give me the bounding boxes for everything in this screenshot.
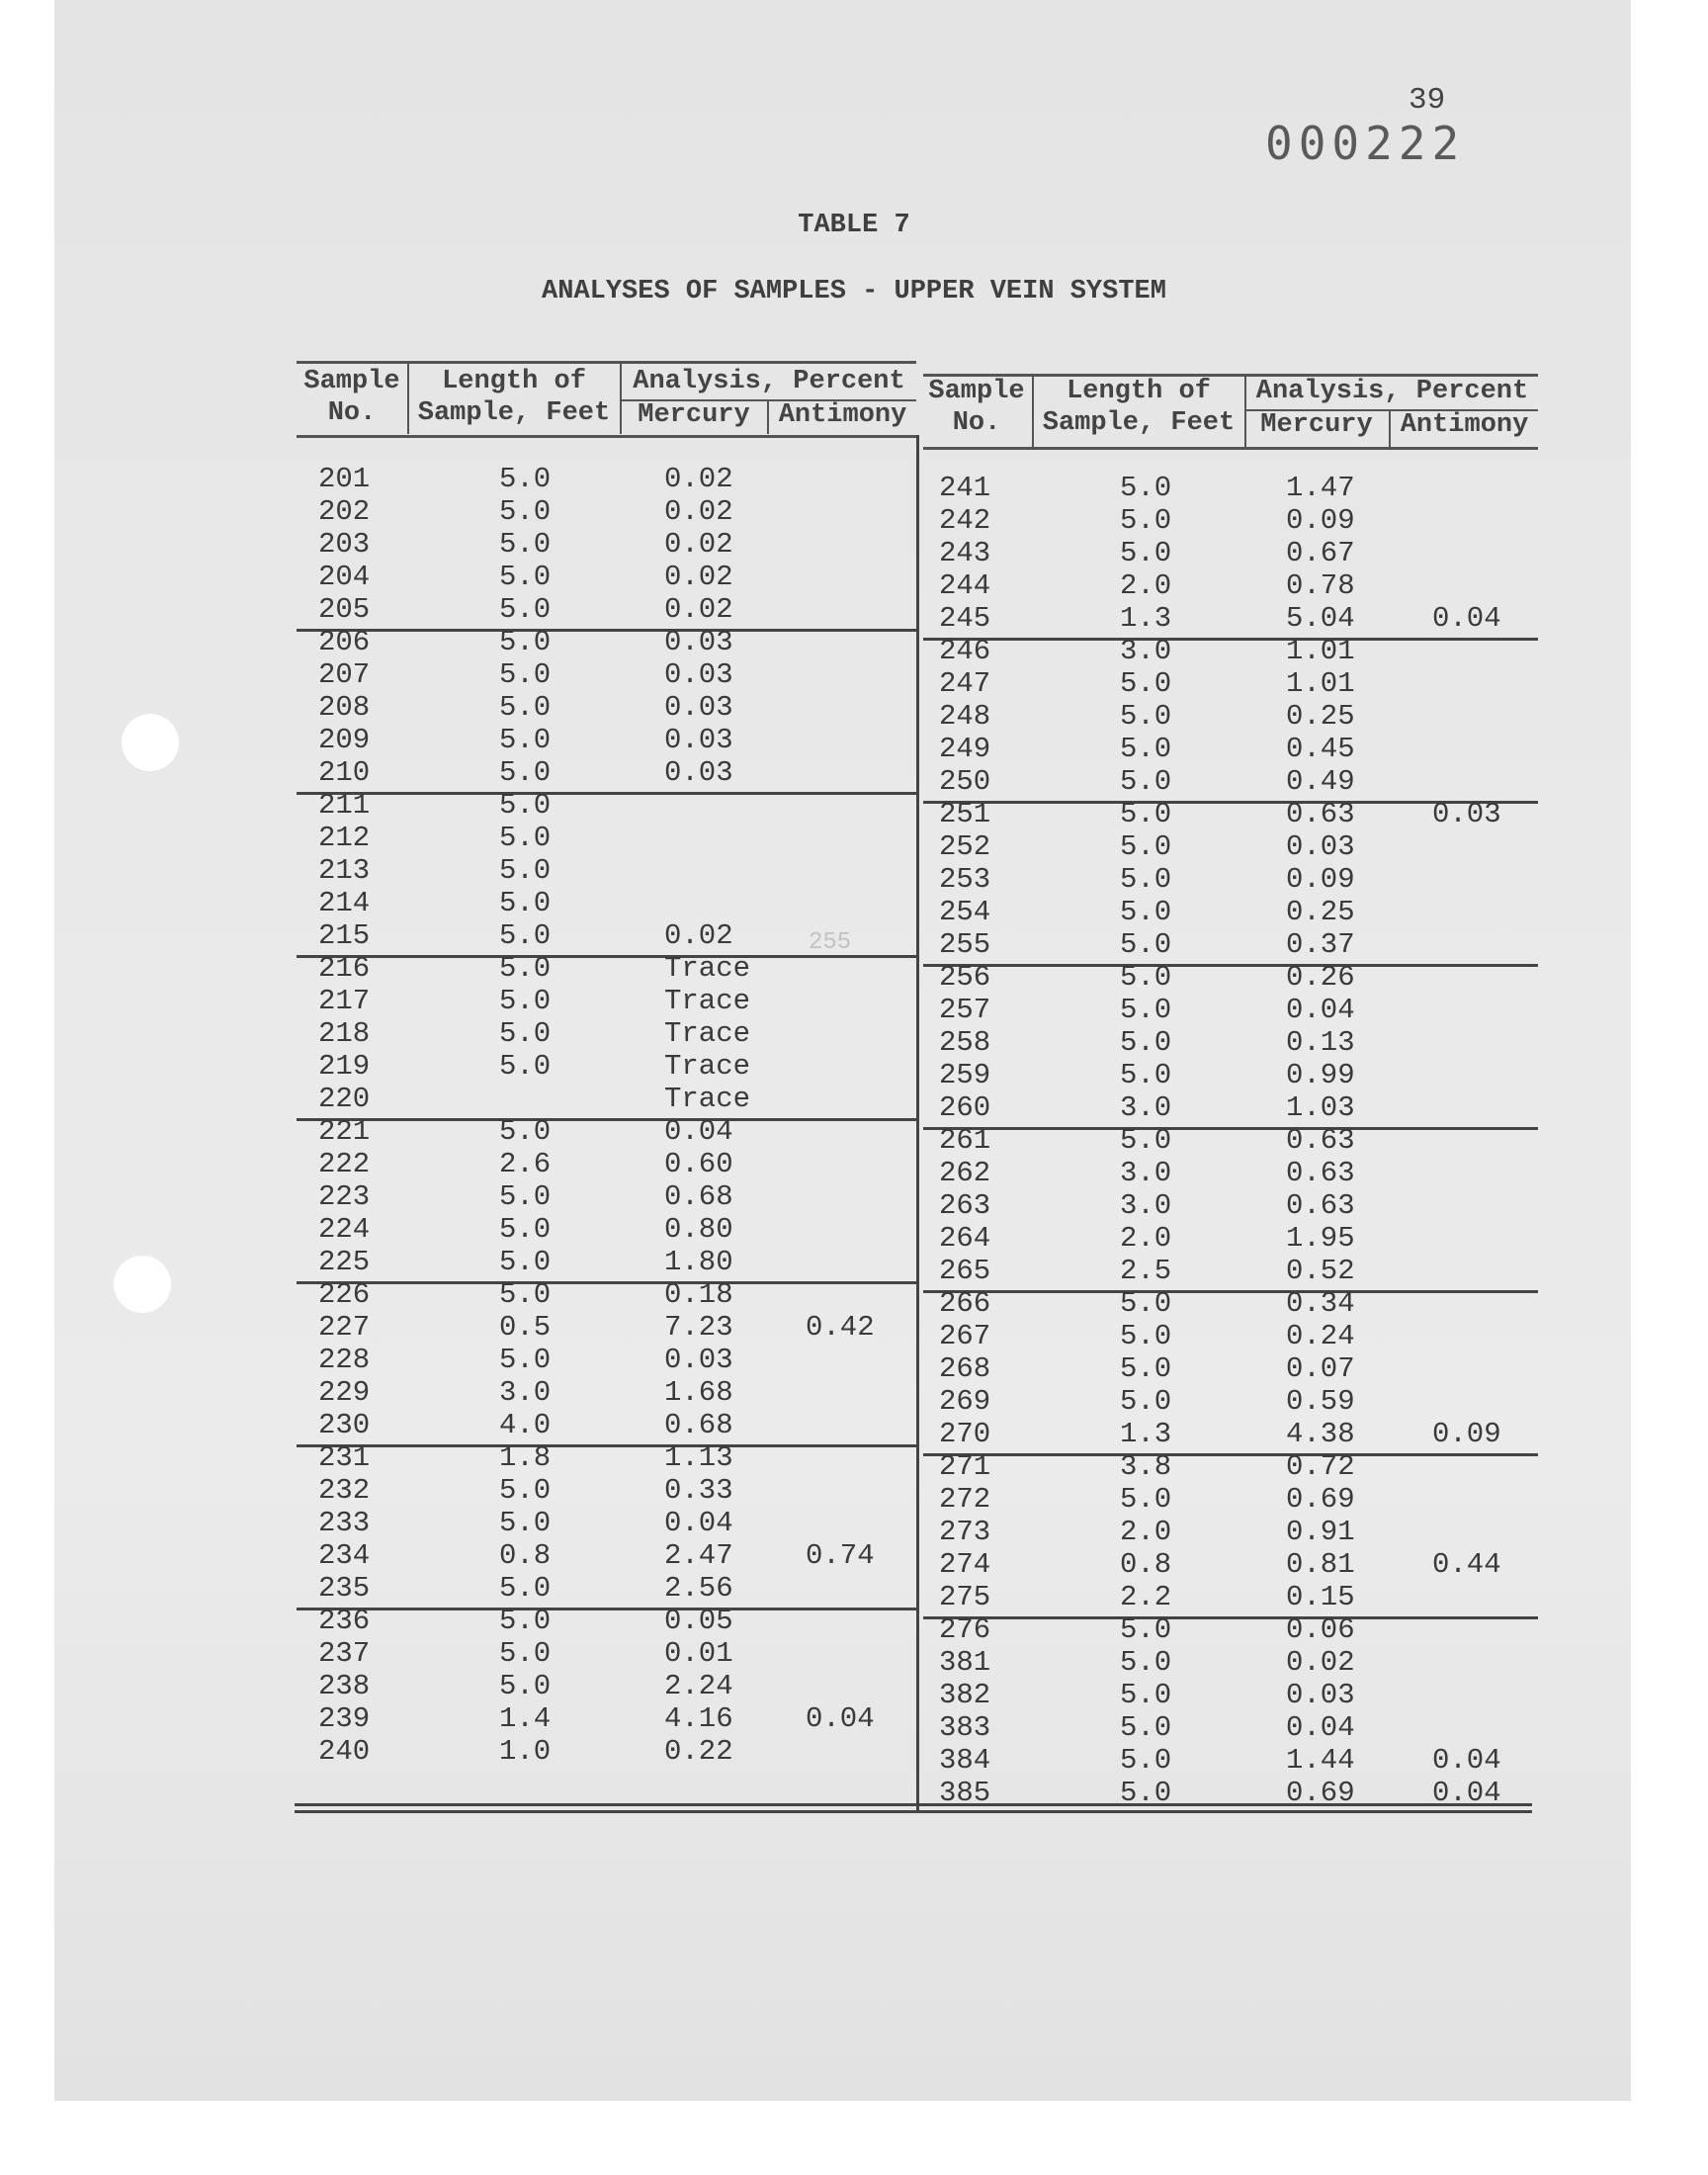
sample-no: 251 xyxy=(939,798,991,830)
mercury-value: 0.80 xyxy=(664,1213,733,1246)
length-value: 1.4 xyxy=(499,1702,552,1735)
sample-no: 230 xyxy=(318,1409,371,1441)
header-analysis-rule xyxy=(622,399,916,401)
punch-hole xyxy=(122,714,179,771)
stray-mark: 255 xyxy=(809,929,852,956)
sample-no: 252 xyxy=(939,830,991,863)
sample-no: 273 xyxy=(939,1516,991,1548)
length-value: 5.0 xyxy=(499,919,552,952)
document-number: 000222 xyxy=(1265,117,1466,170)
sample-no: 238 xyxy=(318,1670,371,1702)
antimony-value: 0.74 xyxy=(806,1539,875,1572)
group-rule xyxy=(297,955,916,958)
mercury-value: 0.03 xyxy=(664,724,733,756)
length-value: 5.0 xyxy=(499,1050,552,1083)
mercury-value: 0.81 xyxy=(1286,1548,1355,1581)
length-value: 5.0 xyxy=(1120,667,1172,700)
antimony-value: 0.03 xyxy=(1432,798,1501,830)
mercury-value: 1.01 xyxy=(1286,635,1355,667)
sample-no: 242 xyxy=(939,504,991,537)
header-divider xyxy=(767,400,769,434)
length-value: 1.0 xyxy=(499,1735,552,1768)
sample-no: 249 xyxy=(939,733,991,765)
length-value: 5.0 xyxy=(1120,1613,1172,1646)
mercury-value: 0.72 xyxy=(1286,1450,1355,1483)
length-value: 2.0 xyxy=(1120,1516,1172,1548)
sample-no: 383 xyxy=(939,1711,991,1744)
mercury-value: 0.04 xyxy=(664,1115,733,1148)
sample-no: 206 xyxy=(318,626,371,658)
sample-no: 207 xyxy=(318,658,371,691)
length-value: 5.0 xyxy=(499,952,552,985)
length-value: 5.0 xyxy=(1120,1679,1172,1711)
sample-no: 256 xyxy=(939,961,991,994)
punch-hole xyxy=(114,1256,171,1313)
sample-no: 237 xyxy=(318,1637,371,1670)
header-antimony: Antimony xyxy=(1400,410,1529,440)
length-value: 1.3 xyxy=(1120,1418,1172,1450)
sample-no: 261 xyxy=(939,1124,991,1157)
antimony-value: 0.09 xyxy=(1432,1418,1501,1450)
group-rule xyxy=(923,1616,1538,1619)
table-top-rule xyxy=(297,361,916,364)
length-value: 4.0 xyxy=(499,1409,552,1441)
mercury-value: 1.01 xyxy=(1286,667,1355,700)
mercury-value: 0.26 xyxy=(1286,961,1355,994)
mercury-value: 0.04 xyxy=(664,1507,733,1539)
length-value: 5.0 xyxy=(499,691,552,724)
group-rule xyxy=(923,964,1538,967)
header-divider xyxy=(1389,410,1391,447)
mercury-value: 0.49 xyxy=(1286,765,1355,798)
header-analysis-rule xyxy=(1246,409,1538,411)
length-value: 5.0 xyxy=(499,1180,552,1213)
antimony-value: 0.04 xyxy=(1432,1744,1501,1777)
sample-no: 209 xyxy=(318,724,371,756)
sample-no: 226 xyxy=(318,1278,371,1311)
mercury-value: 1.44 xyxy=(1286,1744,1355,1777)
length-value: 5.0 xyxy=(1120,928,1172,961)
sample-no: 202 xyxy=(318,495,371,528)
mercury-value: 0.99 xyxy=(1286,1059,1355,1091)
header-sample-feet: Sample, Feet xyxy=(417,398,611,428)
group-rule xyxy=(923,1127,1538,1130)
header-bottom-rule xyxy=(297,435,916,438)
sample-no: 217 xyxy=(318,985,371,1017)
length-value: 5.0 xyxy=(499,789,552,822)
length-value: 5.0 xyxy=(1120,1646,1172,1679)
sample-no: 269 xyxy=(939,1385,991,1418)
length-value: 5.0 xyxy=(499,1605,552,1637)
length-value: 5.0 xyxy=(499,1507,552,1539)
mercury-value: 0.67 xyxy=(1286,537,1355,569)
length-value: 5.0 xyxy=(499,1670,552,1702)
sample-no: 259 xyxy=(939,1059,991,1091)
sample-no: 382 xyxy=(939,1679,991,1711)
group-rule xyxy=(297,1444,916,1447)
center-divider xyxy=(916,435,919,1811)
sample-no: 268 xyxy=(939,1352,991,1385)
length-value: 5.0 xyxy=(499,985,552,1017)
sample-no: 247 xyxy=(939,667,991,700)
length-value: 0.8 xyxy=(1120,1548,1172,1581)
sample-no: 244 xyxy=(939,569,991,602)
mercury-value: 0.01 xyxy=(664,1637,733,1670)
length-value: 5.0 xyxy=(499,1278,552,1311)
length-value: 5.0 xyxy=(1120,830,1172,863)
mercury-value: 5.04 xyxy=(1286,602,1355,635)
length-value: 5.0 xyxy=(1120,961,1172,994)
mercury-value: 0.59 xyxy=(1286,1385,1355,1418)
length-value: 5.0 xyxy=(1120,537,1172,569)
mercury-value: 0.60 xyxy=(664,1148,733,1180)
mercury-value: 2.56 xyxy=(664,1572,733,1605)
length-value: 5.0 xyxy=(499,1213,552,1246)
group-rule xyxy=(923,1290,1538,1293)
sample-no: 263 xyxy=(939,1189,991,1222)
antimony-value: 0.42 xyxy=(806,1311,875,1344)
sample-no: 212 xyxy=(318,822,371,854)
header-analysis: Analysis, Percent xyxy=(1255,377,1529,406)
mercury-value: 0.09 xyxy=(1286,504,1355,537)
sample-no: 246 xyxy=(939,635,991,667)
mercury-value: Trace xyxy=(664,952,751,985)
mercury-value: 0.69 xyxy=(1286,1483,1355,1516)
length-value: 5.0 xyxy=(499,658,552,691)
length-value: 5.0 xyxy=(1120,1287,1172,1320)
mercury-value: 0.22 xyxy=(664,1735,733,1768)
document-sheet xyxy=(54,0,1631,2101)
mercury-value: 0.03 xyxy=(664,691,733,724)
sample-no: 381 xyxy=(939,1646,991,1679)
mercury-value: 0.63 xyxy=(1286,1157,1355,1189)
mercury-value: 0.63 xyxy=(1286,1189,1355,1222)
sample-no: 232 xyxy=(318,1474,371,1507)
length-value: 5.0 xyxy=(1120,1059,1172,1091)
length-value: 1.3 xyxy=(1120,602,1172,635)
sample-no: 266 xyxy=(939,1287,991,1320)
sample-no: 229 xyxy=(318,1376,371,1409)
sample-no: 208 xyxy=(318,691,371,724)
length-value: 5.0 xyxy=(499,854,552,887)
mercury-value: 0.03 xyxy=(664,1344,733,1376)
sample-no: 253 xyxy=(939,863,991,896)
mercury-value: 1.03 xyxy=(1286,1091,1355,1124)
length-value: 2.0 xyxy=(1120,569,1172,602)
sample-no: 227 xyxy=(318,1311,371,1344)
group-rule xyxy=(297,1118,916,1121)
mercury-value: 0.13 xyxy=(1286,1026,1355,1059)
mercury-value: 2.24 xyxy=(664,1670,733,1702)
length-value: 5.0 xyxy=(499,1572,552,1605)
sample-no: 385 xyxy=(939,1777,991,1809)
length-value: 5.0 xyxy=(1120,765,1172,798)
length-value: 5.0 xyxy=(499,463,552,495)
sample-no: 228 xyxy=(318,1344,371,1376)
mercury-value: 0.05 xyxy=(664,1605,733,1637)
mercury-value: 0.37 xyxy=(1286,928,1355,961)
group-rule xyxy=(297,1608,916,1610)
length-value: 5.0 xyxy=(499,822,552,854)
antimony-value: 0.44 xyxy=(1432,1548,1501,1581)
mercury-value: 0.03 xyxy=(1286,1679,1355,1711)
mercury-value: 0.25 xyxy=(1286,896,1355,928)
sample-no: 264 xyxy=(939,1222,991,1255)
sample-no: 267 xyxy=(939,1320,991,1352)
sample-no: 225 xyxy=(318,1246,371,1278)
mercury-value: 0.69 xyxy=(1286,1777,1355,1809)
mercury-value: Trace xyxy=(664,1083,751,1115)
sample-no: 265 xyxy=(939,1255,991,1287)
mercury-value: 0.68 xyxy=(664,1409,733,1441)
mercury-value: 0.33 xyxy=(664,1474,733,1507)
length-value: 1.8 xyxy=(499,1441,552,1474)
mercury-value: 4.16 xyxy=(664,1702,733,1735)
mercury-value: 0.09 xyxy=(1286,863,1355,896)
length-value: 5.0 xyxy=(1120,896,1172,928)
sample-no: 233 xyxy=(318,1507,371,1539)
sample-no: 203 xyxy=(318,528,371,561)
sample-no: 243 xyxy=(939,537,991,569)
length-value: 2.6 xyxy=(499,1148,552,1180)
mercury-value: 0.04 xyxy=(1286,1711,1355,1744)
header-sample-feet: Sample, Feet xyxy=(1042,408,1236,438)
mercury-value: 0.68 xyxy=(664,1180,733,1213)
mercury-value: 0.02 xyxy=(664,495,733,528)
mercury-value: 1.47 xyxy=(1286,472,1355,504)
header-mercury: Mercury xyxy=(1260,410,1373,440)
length-value: 5.0 xyxy=(1120,1777,1172,1809)
sample-no: 214 xyxy=(318,887,371,919)
length-value: 5.0 xyxy=(499,887,552,919)
mercury-value: 0.02 xyxy=(664,528,733,561)
header-bottom-rule xyxy=(923,447,1538,450)
length-value: 3.0 xyxy=(1120,1189,1172,1222)
mercury-value: 0.24 xyxy=(1286,1320,1355,1352)
mercury-value: Trace xyxy=(664,985,751,1017)
length-value: 5.0 xyxy=(499,1017,552,1050)
mercury-value: 2.47 xyxy=(664,1539,733,1572)
header-length: Length of xyxy=(1067,377,1211,406)
mercury-value: 1.80 xyxy=(664,1246,733,1278)
page-number: 39 xyxy=(1409,83,1446,118)
mercury-value: 0.15 xyxy=(1286,1581,1355,1613)
mercury-value: 0.02 xyxy=(664,561,733,593)
table-label: TABLE 7 xyxy=(798,211,910,240)
length-value: 5.0 xyxy=(1120,472,1172,504)
mercury-value: Trace xyxy=(664,1050,751,1083)
mercury-value: 0.03 xyxy=(664,658,733,691)
mercury-value: 0.02 xyxy=(1286,1646,1355,1679)
sample-no: 240 xyxy=(318,1735,371,1768)
sample-no: 248 xyxy=(939,700,991,733)
length-value: 5.0 xyxy=(1120,1026,1172,1059)
length-value: 3.0 xyxy=(499,1376,552,1409)
sample-no: 231 xyxy=(318,1441,371,1474)
mercury-value: 1.68 xyxy=(664,1376,733,1409)
length-value: 5.0 xyxy=(1120,994,1172,1026)
header-divider xyxy=(407,361,409,434)
length-value: 5.0 xyxy=(1120,700,1172,733)
length-value: 5.0 xyxy=(499,756,552,789)
sample-no: 271 xyxy=(939,1450,991,1483)
header-sample: Sample xyxy=(928,377,1025,406)
sample-no: 216 xyxy=(318,952,371,985)
antimony-value: 0.04 xyxy=(806,1702,875,1735)
length-value: 3.0 xyxy=(1120,635,1172,667)
length-value: 5.0 xyxy=(1120,504,1172,537)
mercury-value: 0.45 xyxy=(1286,733,1355,765)
mercury-value: 7.23 xyxy=(664,1311,733,1344)
length-value: 3.8 xyxy=(1120,1450,1172,1483)
mercury-value: 0.04 xyxy=(1286,994,1355,1026)
mercury-value: 0.06 xyxy=(1286,1613,1355,1646)
mercury-value: 0.78 xyxy=(1286,569,1355,602)
sample-no: 274 xyxy=(939,1548,991,1581)
length-value: 2.2 xyxy=(1120,1581,1172,1613)
sample-no: 205 xyxy=(318,593,371,626)
header-no: No. xyxy=(327,398,377,428)
length-value: 5.0 xyxy=(499,1344,552,1376)
sample-no: 275 xyxy=(939,1581,991,1613)
header-length: Length of xyxy=(442,367,586,396)
mercury-value: 0.02 xyxy=(664,593,733,626)
sample-no: 258 xyxy=(939,1026,991,1059)
table-bottom-rule xyxy=(295,1810,1532,1813)
mercury-value: 0.63 xyxy=(1286,798,1355,830)
sample-no: 272 xyxy=(939,1483,991,1516)
mercury-value: 0.18 xyxy=(664,1278,733,1311)
antimony-value: 0.04 xyxy=(1432,1777,1501,1809)
sample-no: 211 xyxy=(318,789,371,822)
group-rule xyxy=(297,1281,916,1284)
length-value: 2.0 xyxy=(1120,1222,1172,1255)
sample-no: 270 xyxy=(939,1418,991,1450)
length-value: 5.0 xyxy=(499,528,552,561)
sample-no: 221 xyxy=(318,1115,371,1148)
length-value: 5.0 xyxy=(499,1474,552,1507)
sample-no: 384 xyxy=(939,1744,991,1777)
sample-no: 234 xyxy=(318,1539,371,1572)
mercury-value: 0.03 xyxy=(664,626,733,658)
mercury-value: 0.03 xyxy=(1286,830,1355,863)
length-value: 5.0 xyxy=(1120,1352,1172,1385)
sample-no: 236 xyxy=(318,1605,371,1637)
sample-no: 260 xyxy=(939,1091,991,1124)
sample-no: 235 xyxy=(318,1572,371,1605)
header-divider xyxy=(1032,374,1034,447)
sample-no: 224 xyxy=(318,1213,371,1246)
mercury-value: 0.03 xyxy=(664,756,733,789)
mercury-value: 0.02 xyxy=(664,463,733,495)
length-value: 5.0 xyxy=(1120,1711,1172,1744)
length-value: 5.0 xyxy=(1120,863,1172,896)
sample-no: 220 xyxy=(318,1083,371,1115)
sample-no: 223 xyxy=(318,1180,371,1213)
length-value: 5.0 xyxy=(1120,1483,1172,1516)
length-value: 3.0 xyxy=(1120,1157,1172,1189)
length-value: 5.0 xyxy=(1120,1385,1172,1418)
header-divider xyxy=(620,361,622,434)
sample-no: 257 xyxy=(939,994,991,1026)
sample-no: 250 xyxy=(939,765,991,798)
length-value: 5.0 xyxy=(499,1246,552,1278)
group-rule xyxy=(923,638,1538,641)
sample-no: 245 xyxy=(939,602,991,635)
group-rule xyxy=(297,792,916,795)
sample-no: 204 xyxy=(318,561,371,593)
sample-no: 215 xyxy=(318,919,371,952)
sample-no: 239 xyxy=(318,1702,371,1735)
sample-no: 210 xyxy=(318,756,371,789)
length-value: 5.0 xyxy=(499,1115,552,1148)
length-value: 5.0 xyxy=(1120,1320,1172,1352)
sample-no: 213 xyxy=(318,854,371,887)
mercury-value: Trace xyxy=(664,1017,751,1050)
length-value: 5.0 xyxy=(499,626,552,658)
length-value: 5.0 xyxy=(499,495,552,528)
mercury-value: 0.52 xyxy=(1286,1255,1355,1287)
group-rule xyxy=(297,629,916,632)
mercury-value: 0.63 xyxy=(1286,1124,1355,1157)
sample-no: 201 xyxy=(318,463,371,495)
antimony-value: 0.04 xyxy=(1432,602,1501,635)
group-rule xyxy=(923,1453,1538,1456)
length-value: 0.8 xyxy=(499,1539,552,1572)
mercury-value: 0.07 xyxy=(1286,1352,1355,1385)
length-value: 5.0 xyxy=(1120,1124,1172,1157)
length-value: 3.0 xyxy=(1120,1091,1172,1124)
header-sample: Sample xyxy=(303,367,400,396)
sample-no: 218 xyxy=(318,1017,371,1050)
sample-no: 255 xyxy=(939,928,991,961)
mercury-value: 1.95 xyxy=(1286,1222,1355,1255)
length-value: 5.0 xyxy=(499,561,552,593)
sample-no: 276 xyxy=(939,1613,991,1646)
length-value: 0.5 xyxy=(499,1311,552,1344)
mercury-value: 4.38 xyxy=(1286,1418,1355,1450)
sample-no: 254 xyxy=(939,896,991,928)
length-value: 2.5 xyxy=(1120,1255,1172,1287)
header-analysis: Analysis, Percent xyxy=(633,367,905,396)
length-value: 5.0 xyxy=(1120,733,1172,765)
length-value: 5.0 xyxy=(1120,1744,1172,1777)
length-value: 5.0 xyxy=(499,1637,552,1670)
mercury-value: 0.34 xyxy=(1286,1287,1355,1320)
sample-no: 222 xyxy=(318,1148,371,1180)
length-value: 5.0 xyxy=(499,724,552,756)
sample-no: 241 xyxy=(939,472,991,504)
mercury-value: 0.25 xyxy=(1286,700,1355,733)
table-title: ANALYSES OF SAMPLES - UPPER VEIN SYSTEM xyxy=(542,277,1166,306)
length-value: 5.0 xyxy=(499,593,552,626)
mercury-value: 1.13 xyxy=(664,1441,733,1474)
mercury-value: 0.91 xyxy=(1286,1516,1355,1548)
mercury-value: 0.02 xyxy=(664,919,733,952)
length-value: 5.0 xyxy=(1120,798,1172,830)
table-bottom-rule xyxy=(295,1803,1532,1806)
header-no: No. xyxy=(952,408,1001,438)
sample-no: 219 xyxy=(318,1050,371,1083)
header-antimony: Antimony xyxy=(778,400,907,430)
sample-no: 262 xyxy=(939,1157,991,1189)
header-mercury: Mercury xyxy=(638,400,750,430)
